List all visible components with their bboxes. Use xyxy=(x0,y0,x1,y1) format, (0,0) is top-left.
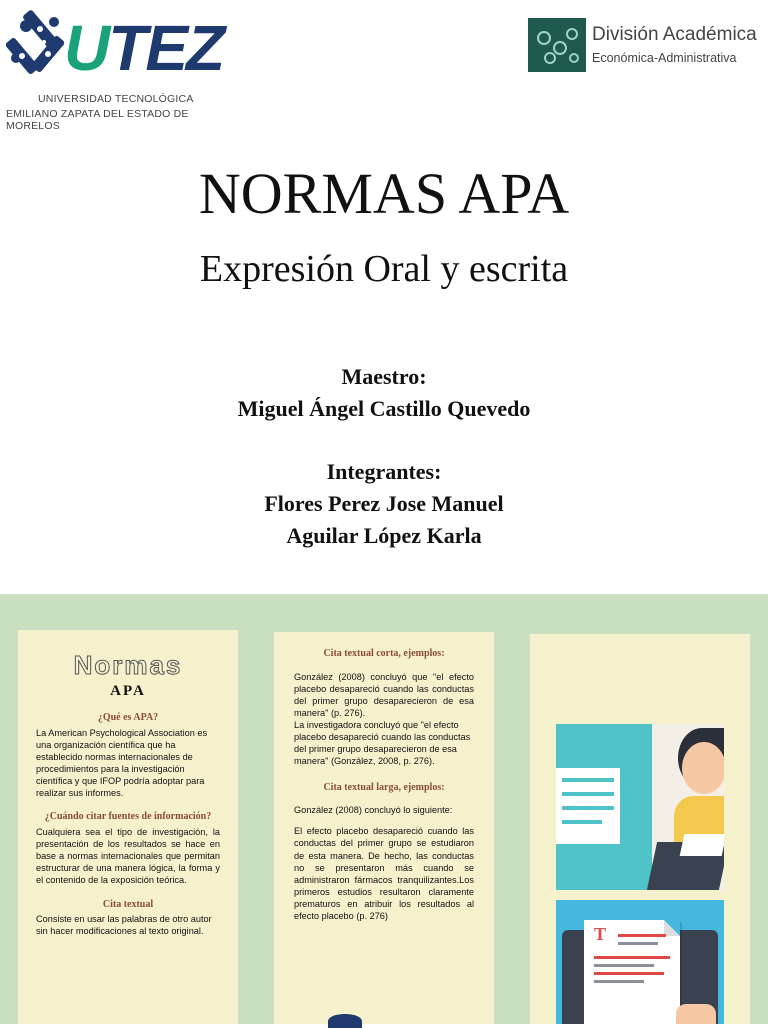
decorative-shape xyxy=(328,1014,362,1028)
answer-text: Consiste en usar las palabras de otro autor sin hacer modificaciones al texto original. xyxy=(36,914,212,937)
example-text: La investigadora concluyó que "el efecto placebo desapareció cuando las conductas del primer grupo desaparecieron de esa manera" (González, 2008, p. 276). xyxy=(294,720,471,767)
text-document-icon: T xyxy=(584,920,680,1024)
example-text: González (2008) concluyó que "el efecto placebo desapareció cuando las conductas del primer grupo desaparecieron de esa manera" (p. 276). xyxy=(294,671,474,718)
teacher-name: Miguel Ángel Castillo Quevedo xyxy=(237,396,531,421)
division-title: División Académica xyxy=(592,24,757,45)
page-title: NORMAS APA xyxy=(198,161,570,226)
utez-university-line: UNIVERSIDAD TECNOLÓGICA xyxy=(38,93,194,105)
page-subtitle: Expresión Oral y escrita xyxy=(199,248,569,290)
members-label: Integrantes: xyxy=(326,459,442,484)
division-academica-logo xyxy=(528,18,764,74)
answer-text: Cualquiera sea el tipo de investigación, la presentación de los resultados se hace en base a normas internacionales que permitan estructurar de una manera lógica, la forma y el contenido de la exposición teórica. xyxy=(36,826,220,886)
brochure-panel-2 xyxy=(274,632,494,1024)
question-heading: ¿Cuándo citar fuentes de información? xyxy=(44,811,212,823)
brochure-panel-3 xyxy=(530,634,750,1024)
utez-logo xyxy=(4,4,230,132)
teacher-label: Maestro: xyxy=(341,364,427,389)
member-name: Flores Perez Jose Manuel xyxy=(264,491,504,516)
division-subtitle: Económica-Administrativa xyxy=(592,51,737,65)
division-emblem-icon xyxy=(528,18,586,72)
section-heading: Cita textual larga, ejemplos: xyxy=(323,781,445,793)
answer-text: La American Psychological Association es una organización científica que ha establecido normas internacionales de procedimientos para la investigación científica y que IFOP podría adoptar para realizar sus informes. xyxy=(36,727,208,799)
example-text: González (2008) concluyó lo siguiente: xyxy=(294,805,453,816)
brochure-panel-1 xyxy=(18,630,238,1024)
question-heading: ¿Qué es APA? xyxy=(97,712,159,723)
document-icon xyxy=(556,768,620,844)
woman-at-desk-illustration xyxy=(556,724,724,890)
member-name: Aguilar López Karla xyxy=(286,523,482,548)
example-text: El efecto placebo desapareció cuando las conductas del primer grupo se estudiaron de esta manera. De hecho, las conductas no se presentaron más cuando se administraron fármacos tranquilizantes.Los primeros estudios resultaron claramente prematuros en atribuir los resultados al efecto placebo (p. 276) xyxy=(294,826,474,922)
section-heading: Cita textual corta, ejemplos: xyxy=(323,648,445,659)
brochure-section xyxy=(0,594,768,1024)
utez-wordmark: UTEZ xyxy=(64,12,224,84)
person-face-icon xyxy=(682,742,724,794)
utez-state-line: EMILIANO ZAPATA DEL ESTADO DE MORELOS xyxy=(6,108,189,132)
question-heading: Cita textual xyxy=(102,898,154,910)
hand-icon xyxy=(676,1004,716,1024)
laptop-document-illustration xyxy=(556,900,724,1024)
panel-1-subtitle: APA xyxy=(110,683,146,699)
panel-1-title: Normas xyxy=(73,650,183,680)
